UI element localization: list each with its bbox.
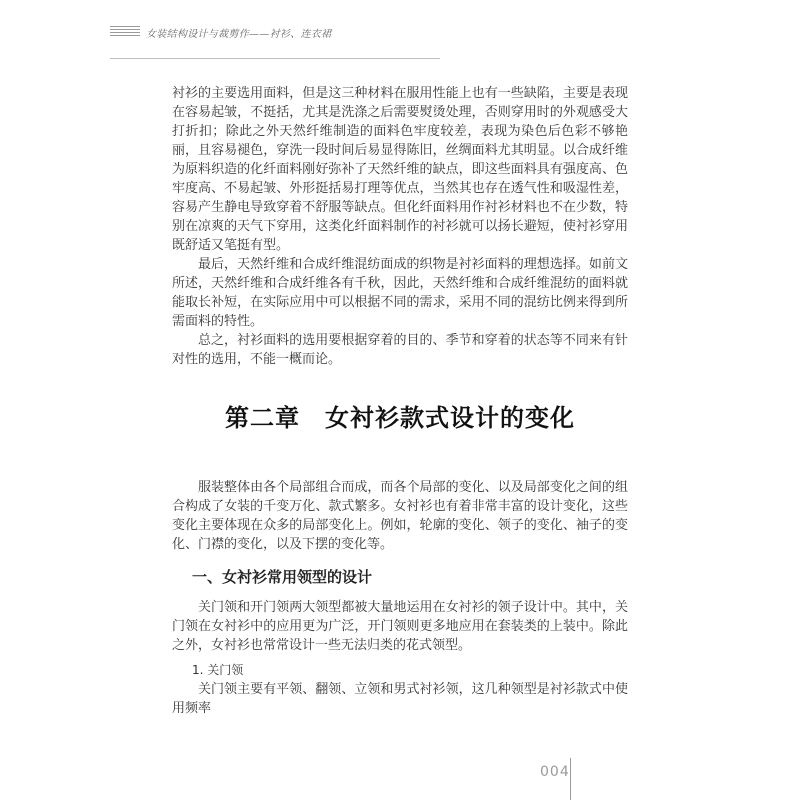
section-text-block [172,598,628,655]
section-heading: 一、女衬衫常用领型的设计 [192,568,373,586]
chapter-title: 第二章 女衬衫款式设计的变化 [225,403,575,432]
running-header-title: 女装结构设计与裁剪作——衬衫、连衣裙 [146,29,332,40]
header-divider [110,58,440,59]
body-paragraph: 总之，衬衫面料的选用要根据穿着的目的、季节和穿着的状态等不同来有针对性的选用，不能一概而论。 [172,333,628,367]
body-paragraph: 关门领主要有平领、翻领、立领和男式衬衫领，这几种领型是衬衫款式中使用频率 [172,682,628,716]
chapter-intro-block [172,478,628,554]
header-ornament-lines [110,26,140,38]
body-paragraph: 服装整体由各个局部组合而成，而各个局部的变化、以及局部变化之间的组合构成了女装的千变万化、款式繁多。女衬衫也有着非常丰富的设计变化，这些变化主要体现在众多的局部变化上。例如，轮廓的变化、领子的变化、袖子的变化、门襟的变化，以及下摆的变化等。 [172,480,628,552]
intro-text-block [172,84,628,369]
folio-divider [570,758,571,800]
subsection-heading: 1. 关门领 [192,663,244,677]
body-paragraph: 最后，天然纤维和合成纤维混纺面成的织物是衬衫面料的理想选择。如前文所述，天然纤维和合成纤维各有千秋，因此，天然纤维和合成纤维混纺的面料就能取长补短，在实际应用中可以根据不同的需求，采用不同的混纺比例来得到所需面料的特性。 [172,257,628,329]
subsection-text-block [172,680,628,718]
running-header [110,22,440,42]
body-paragraph: 关门领和开门领两大领型都被大量地运用在女衬衫的领子设计中。其中，关门领在女衬衫中的应用更为广泛，开门领则更多地应用在套装类的上装中。除此之外，女衬衫也常常设计一些无法归类的花式领型。 [172,600,628,653]
page-number: 004 [540,764,570,780]
body-paragraph: 衬衫的主要选用面料，但是这三种材料在服用性能上也有一些缺陷，主要是表现在容易起皱，不挺括，尤其是洗涤之后需要熨烫处理，否则穿用时的外观感受大打折扣；除此之外天然纤维制造的面料色牢度较差，表现为染色后色彩不够艳丽，且容易褪色，穿洗一段时间后易显得陈旧，丝绸面料尤其明显。以合成纤维为原料织造的化纤面料刚好弥补了天然纤维的缺点，即这些面料具有强度高、色牢度高、不易起皱、外形挺括易打理等优点，当然其也存在透气性和吸湿性差，容易产生静电导致穿着不舒服等缺点。但化纤面料用作衬衫材料也不在少数，特别在凉爽的天气下穿用，这类化纤面料制作的衬衫就可以扬长避短，使衬衫穿用既舒适又笔挺有型。 [172,86,628,253]
